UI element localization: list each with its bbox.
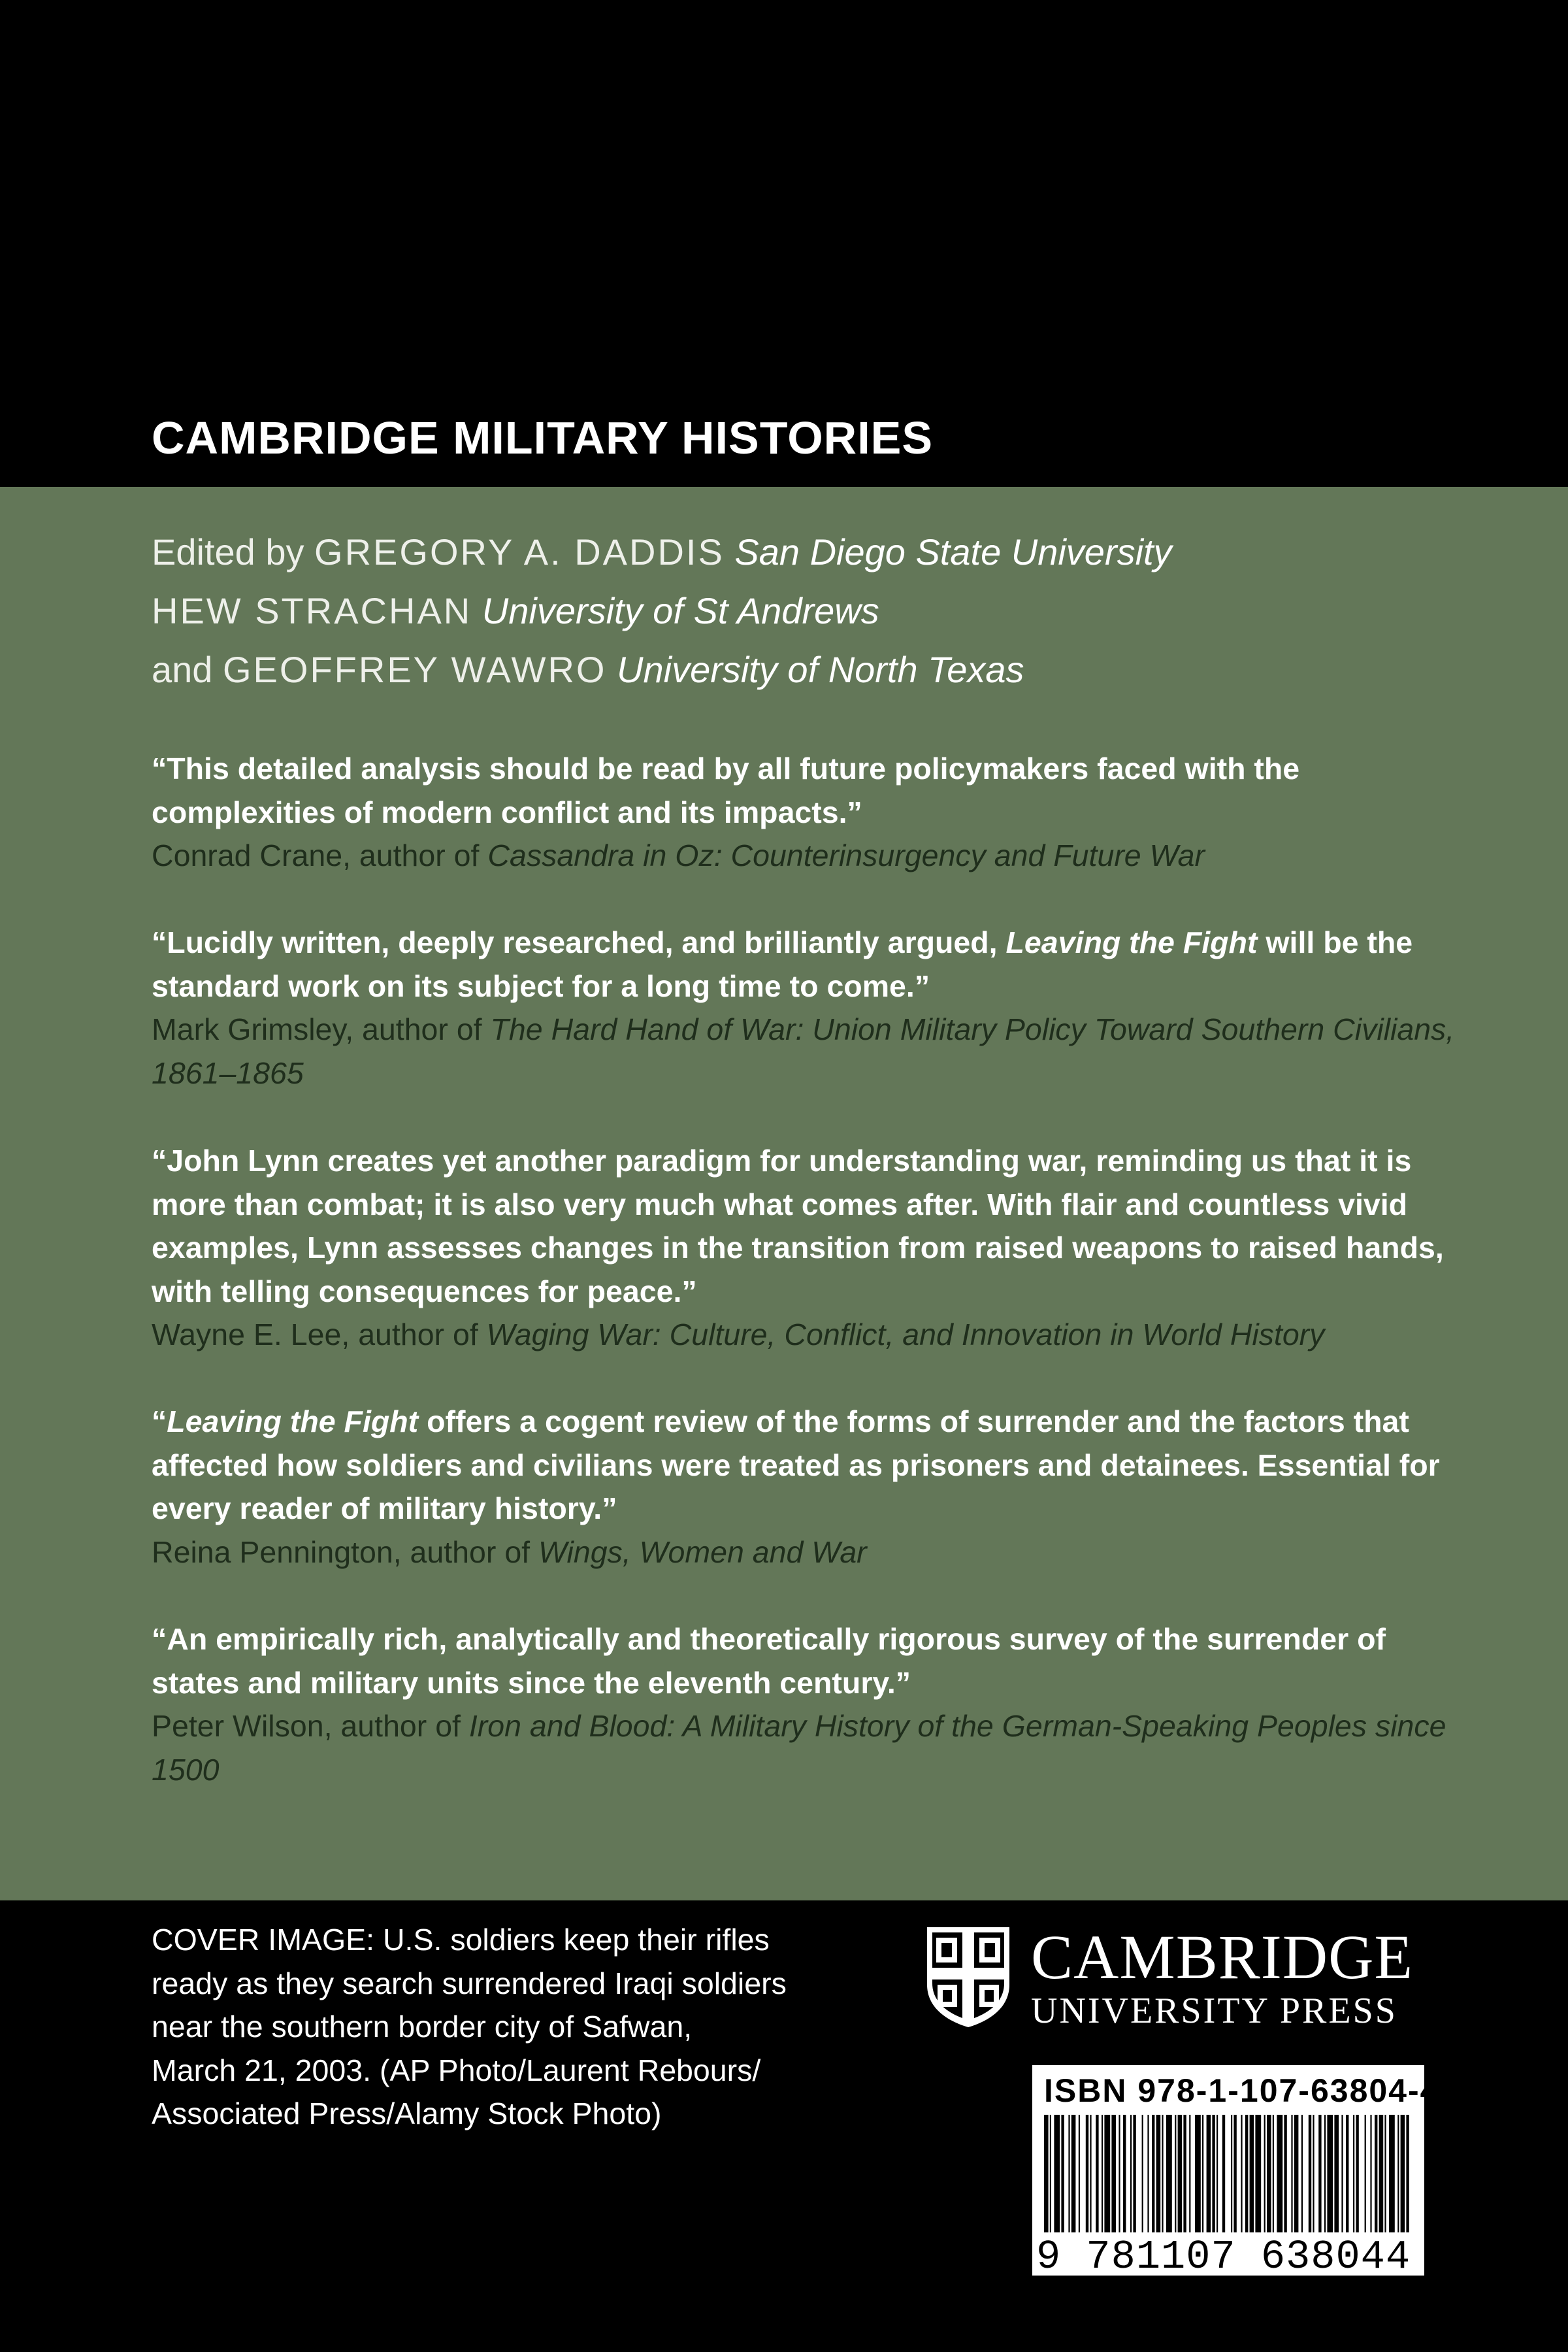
attribution-book-title: Iron and Blood: A Military History of the German-Speaking Peoples since 1500 (152, 1709, 1446, 1787)
barcode-stripe (1207, 2115, 1211, 2232)
attribution-author: Peter Wilson, author of (152, 1709, 469, 1743)
quote-attribution (152, 1704, 1458, 1791)
barcode-stripe (1054, 2115, 1060, 2232)
publisher-name-line-2: UNIVERSITY PRESS (1031, 1991, 1397, 2031)
quote-book-title: Leaving the Fight (167, 1404, 419, 1438)
barcode-stripe (1389, 2115, 1395, 2232)
barcode-stripe (1104, 2115, 1110, 2232)
barcode-stripe (1071, 2115, 1076, 2232)
barcode-stripe (1301, 2115, 1303, 2232)
editor-line-3 (152, 640, 1172, 699)
attribution-author: Mark Grimsley, author of (152, 1012, 491, 1046)
barcode-stripe (1142, 2115, 1143, 2232)
editor-name: GREGORY A. DADDIS (314, 531, 725, 572)
barcode-stripe (1096, 2115, 1098, 2232)
barcode-stripe (1222, 2115, 1225, 2232)
barcode-stripe (1156, 2115, 1161, 2232)
barcode-stripe (1241, 2115, 1242, 2232)
barcode-stripe (1044, 2115, 1049, 2232)
editor-prefix: and (152, 649, 223, 690)
barcode-stripe (1365, 2115, 1366, 2232)
barcode-stripe (1255, 2115, 1261, 2232)
review-quote-2 (152, 921, 1458, 1095)
barcode-stripe (1313, 2115, 1314, 2232)
isbn-label: ISBN 978-1-107-63804-4 (1044, 2072, 1440, 2109)
barcode-stripe (1231, 2115, 1232, 2232)
barcode-stripe (1068, 2115, 1070, 2232)
attribution-book-title: Wings, Women and War (538, 1534, 867, 1569)
barcode-stripe (1175, 2115, 1176, 2232)
quote-attribution (152, 1313, 1458, 1357)
barcode-icon (1044, 2115, 1410, 2232)
barcode-stripe (1086, 2115, 1088, 2232)
barcode-stripe (1233, 2115, 1236, 2232)
barcode-stripe (1130, 2115, 1132, 2232)
barcode-stripe (1379, 2115, 1384, 2232)
barcode-stripe (1079, 2115, 1080, 2232)
barcode-stripe (1133, 2115, 1135, 2232)
barcode-stripe (1250, 2115, 1254, 2232)
barcode-stripe (1178, 2115, 1183, 2232)
attribution-book-title: Waging War: Culture, Conflict, and Innovation in World History (486, 1317, 1325, 1351)
barcode-stripe (1050, 2115, 1051, 2232)
review-quote-3 (152, 1139, 1458, 1357)
barcode-stripe (1189, 2115, 1190, 2232)
barcode-stripe (1324, 2115, 1326, 2232)
series-title: CAMBRIDGE MILITARY HISTORIES (152, 412, 934, 463)
quote-book-title: Leaving the Fight (1005, 925, 1258, 959)
barcode-stripe (1245, 2115, 1248, 2232)
barcode-number: 9 781107 638044 > (1036, 2234, 1461, 2280)
barcode-stripe (1217, 2115, 1218, 2232)
publisher-name (1031, 1922, 1414, 2031)
barcode-stripe (1346, 2115, 1348, 2232)
quote-text: “An empirically rich, analytically and theoretically rigorous survey of the surrender of states and military units since the eleventh century.” (152, 1622, 1386, 1700)
quote-text-part: offers a cogent review of the forms of surrender and the factors that affected how soldiers and civilians were treated as prisoners and detainees. Essential for every reader of military history.” (152, 1404, 1440, 1525)
barcode-stripe (1397, 2115, 1399, 2232)
barcode-stripe (1277, 2115, 1282, 2232)
editor-prefix: Edited by (152, 531, 315, 572)
editor-affiliation: San Diego State University (734, 531, 1172, 572)
quote-text (152, 921, 1458, 1008)
barcode-stripe (1202, 2115, 1203, 2232)
quote-text-part: “Lucidly written, deeply researched, and brilliantly argued, (152, 925, 1006, 959)
barcode-stripe (1111, 2115, 1116, 2232)
barcode-stripe (1284, 2115, 1286, 2232)
attribution-author: Reina Pennington, author of (152, 1534, 539, 1569)
barcode-stripe (1152, 2115, 1154, 2232)
attribution-author: Conrad Crane, author of (152, 838, 488, 872)
isbn-barcode-block (1032, 2065, 1461, 2280)
barcode-stripe (1061, 2115, 1064, 2232)
barcode-stripe (1327, 2115, 1333, 2232)
barcode-stripe (1291, 2115, 1292, 2232)
cover-image-credit: COVER IMAGE: U.S. soldiers keep their rifles ready as they search surrendered Iraqi soldiers near the southern border city of Safwan, March 21, 2003. (AP Photo/Laurent Rebours/ Associated Press/Alamy Stock Photo) (152, 1923, 787, 2130)
barcode-stripe (1318, 2115, 1321, 2232)
barcode-stripe (1406, 2115, 1409, 2232)
editor-affiliation: University of St Andrews (482, 590, 879, 631)
barcode-stripe (1267, 2115, 1271, 2232)
editor-line-2 (152, 582, 1172, 640)
cambridge-shield-icon (923, 1925, 1013, 2029)
quote-text-part: will be the standard work on its subject for a long time to come.” (152, 925, 1413, 1003)
attribution-book-title: The Hard Hand of War: Union Military Policy Toward Southern Civilians, 1861–1865 (152, 1012, 1455, 1090)
quote-text-part: “ (152, 1404, 167, 1438)
barcode-stripe (1353, 2115, 1354, 2232)
quote-text: “This detailed analysis should be read by all future policymakers faced with the complexities of modern conflict and its impacts.” (152, 752, 1300, 829)
barcode-stripe (1375, 2115, 1377, 2232)
barcode-stripe (1309, 2115, 1311, 2232)
barcode-stripe (1401, 2115, 1405, 2232)
review-quote-4 (152, 1400, 1458, 1574)
publisher-name-line-1: CAMBRIDGE (1031, 1922, 1414, 1992)
quote-attribution (152, 1008, 1458, 1095)
barcode-stripe (1212, 2115, 1215, 2232)
editor-line-1 (152, 523, 1172, 582)
review-quote-5 (152, 1617, 1458, 1791)
quote-attribution (152, 1531, 1458, 1574)
barcode-stripe (1147, 2115, 1149, 2232)
barcode-stripe (1102, 2115, 1103, 2232)
attribution-author: Wayne E. Lee, author of (152, 1317, 487, 1351)
barcode-stripe (1195, 2115, 1201, 2232)
barcode-stripe (1123, 2115, 1126, 2232)
barcode-stripe (1341, 2115, 1343, 2232)
barcode-stripe (1119, 2115, 1120, 2232)
barcode-stripe (1166, 2115, 1172, 2232)
barcode-stripe (1356, 2115, 1358, 2232)
editor-name: HEW STRACHAN (152, 590, 472, 631)
publisher-logo (923, 1922, 1426, 2031)
barcode-stripe (1370, 2115, 1371, 2232)
review-quote-1 (152, 747, 1458, 878)
quote-text: “John Lynn creates yet another paradigm for understanding war, reminding us that it is more than combat; it is also very much what comes after. With flair and countless vivid examples, Lynn assesses changes in the transition from raised weapons to raised hands, with telling consequences for peace.” (152, 1144, 1444, 1308)
barcode-stripe (1162, 2115, 1163, 2232)
barcode-stripe (1090, 2115, 1091, 2232)
series-editors (152, 523, 1172, 699)
barcode-stripe (1183, 2115, 1186, 2232)
attribution-book-title: Cassandra in Oz: Counterinsurgency and Future War (487, 838, 1205, 872)
editor-affiliation: University of North Texas (617, 649, 1024, 690)
barcode-stripe (1384, 2115, 1386, 2232)
quote-attribution (152, 834, 1458, 878)
barcode-stripe (1334, 2115, 1339, 2232)
barcode-stripe (1273, 2115, 1274, 2232)
editor-name: GEOFFREY WAWRO (223, 649, 607, 690)
quote-text (152, 1400, 1458, 1531)
barcode-stripe (1264, 2115, 1266, 2232)
barcode-stripe (1294, 2115, 1299, 2232)
